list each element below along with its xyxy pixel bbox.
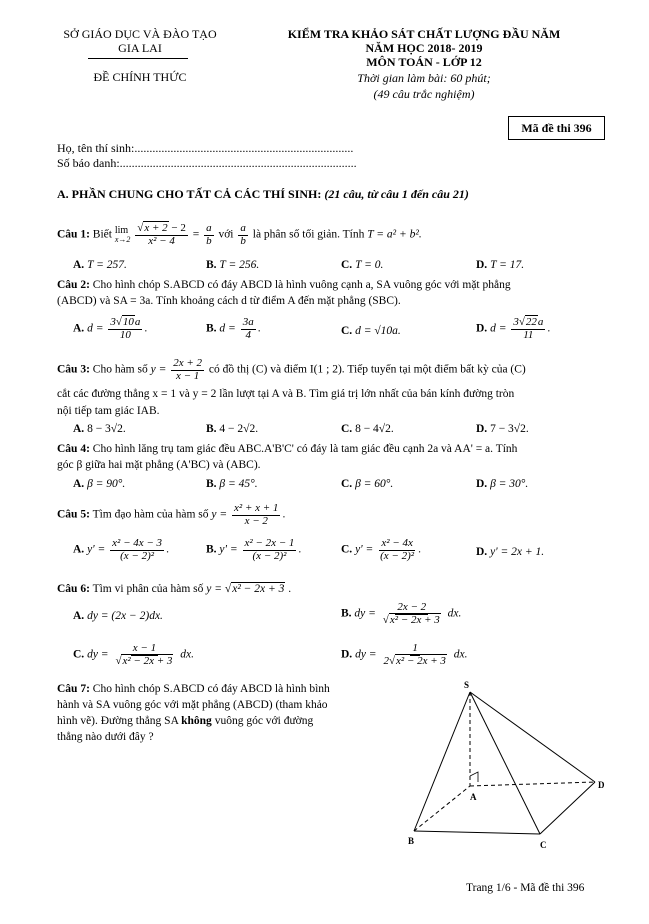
province-name: GIA LAI <box>118 41 162 55</box>
q7-line1: Cho hình chóp S.ABCD có đáy ABCD là hình bình <box>92 683 330 695</box>
q1-option-b: B. T = 256. <box>206 259 260 271</box>
q3-text-a: Cho hàm số <box>92 363 148 376</box>
student-name-field: Họ, tên thí sinh:......................................................................... <box>57 141 354 155</box>
q3-label: Câu 3: <box>57 363 90 376</box>
section-title: A. PHẦN CHUNG CHO TẤT CẢ CÁC THÍ SINH: <box>57 187 325 201</box>
q5-option-c: C. y' = $\frac{\text{x² − 4x}}{\text{(x − 2)²}}$ . <box>341 537 421 562</box>
q3-option-c: C. 8 − 4√2. <box>341 423 394 435</box>
section-note: (21 câu, từ câu 1 đến câu 21) <box>324 187 469 201</box>
school-year: NĂM HỌC 2018- 2019 <box>365 41 483 55</box>
label-B: B <box>408 836 415 846</box>
q1-option-d: D. T = 17. <box>476 259 525 271</box>
q4-label: Câu 4: <box>57 443 90 455</box>
q2-option-a: A. d = $\frac{3√10a}{10}$ . <box>73 316 148 341</box>
question-6: Câu 6: Tìm vi phân của hàm số y = √x² − 2x + 3 . <box>57 583 292 595</box>
q1-ab-fraction-2: $\frac{a}{b}$ <box>240 222 246 247</box>
q3-line2: cắt các đường thẳng x = 1 và y = 2 lần lượt tại A và B. Tìm giá trị lớn nhất của bán kính đường tròn <box>57 388 515 400</box>
q4-line1: Cho hình lăng trụ tam giác đều ABC.A'B'C' có đáy là tam giác đều cạnh 2a và AA' = a. Tính <box>92 443 518 455</box>
label-A: A <box>470 792 477 802</box>
q7-line3: hình vẽ). Đường thẳng SA <box>57 715 182 727</box>
question-2 <box>57 278 607 293</box>
label-D: D <box>598 780 605 790</box>
q5-label: Câu 5: <box>57 508 90 521</box>
q2-line1: Cho hình chóp S.ABCD có đáy ABCD là hình vuông cạnh a, SA vuông góc với mặt phẳng <box>92 279 511 291</box>
label-S: S <box>464 680 470 690</box>
q7-line2: hành và SA vuông góc với mặt phẳng (ABCD) (tham khảo <box>57 699 328 711</box>
q4-option-d: D. β = 30°. <box>476 478 529 490</box>
question-1: Câu 1: Biết lim x→2 $\frac{√x + 2 - 2}{\text{x² − 4}}$ = $\frac{a}{b}$ với $\frac{a}{b}$ là phân số tối giản. Tính T = a² + b². <box>57 222 422 247</box>
q6-text: Tìm vi phân của hàm số <box>92 583 204 595</box>
q5-option-d: D. y' = 2x + 1. <box>476 546 545 558</box>
q6-label: Câu 6: <box>57 583 90 595</box>
q7-line3b: vuông góc với đường <box>211 715 314 727</box>
q1-limit-fraction: $\frac{√x + 2 - 2}{\text{x² − 4}}$ <box>137 222 186 247</box>
right-angle-mark <box>470 772 478 782</box>
q2-option-b: B. d = $\frac{3a}{4}$ . <box>206 316 261 341</box>
edge-BC <box>414 831 540 834</box>
edge-AB <box>414 786 470 831</box>
q5-option-b: B. y' = $\frac{\text{x² − 2x − 1}}{\text{(x − 2)²}}$ . <box>206 537 302 562</box>
q5-function: $\frac{\text{x² + x + 1}}{x - 2}$ <box>234 502 279 527</box>
q7-line4: thẳng nào dưới đây ? <box>57 731 154 743</box>
q4-option-c: C. β = 60°. <box>341 478 394 490</box>
q7-bold-word: không <box>181 715 212 727</box>
q4-option-b: B. β = 45°. <box>206 478 258 490</box>
edge-CD <box>540 782 595 834</box>
edge-SC <box>470 692 540 834</box>
edge-SD <box>470 692 595 782</box>
question-3: Câu 3: Cho hàm số y = $\frac{2x + 2}{x - 1}$ có đồ thị (C) và điểm I(1 ; 2). Tiếp tuyến tại một điểm bất kỳ của (C) <box>57 357 526 382</box>
q2-option-c: C. d = √10a. <box>341 325 401 337</box>
label-C: C <box>540 840 547 850</box>
q6-option-b: B. dy = $\frac{2x - 2}{\text{√x² − 2x + 3}}$ dx. <box>341 601 462 626</box>
pyramid-figure <box>400 676 620 856</box>
question-5: Câu 5: Tìm đạo hàm của hàm số y = $\frac{\text{x² + x + 1}}{x - 2}$ . <box>57 502 286 527</box>
q5-text: Tìm đạo hàm của hàm số <box>92 508 209 521</box>
q3-option-b: B. 4 − 2√2. <box>206 423 259 435</box>
edge-AD <box>470 782 595 786</box>
question-count: (49 câu trắc nghiệm) <box>373 87 475 101</box>
q2-option-d: D. d = $\frac{3√22a}{11}$ . <box>476 316 551 341</box>
q1-text-c: là phân số tối giản. Tính <box>252 228 365 241</box>
question-7 <box>57 681 379 745</box>
q7-label: Câu 7: <box>57 683 90 695</box>
time-limit: Thời gian làm bài: 60 phút; <box>357 71 491 85</box>
q6-function: y = √x² − 2x + 3 <box>206 583 285 595</box>
q3-function: $\frac{2x + 2}{x - 1}$ <box>173 357 203 382</box>
q3-option-d: D. 7 − 3√2. <box>476 423 529 435</box>
q3-option-a: A. 8 − 3√2. <box>73 423 126 435</box>
q1-text: Biết <box>92 228 112 241</box>
q6-option-c: C. dy = $\frac{x - 1}{\text{√x² − 2x + 3}}$ dx. <box>73 642 195 667</box>
header-divider <box>88 58 188 59</box>
q6-option-a: A. dy = (2x − 2)dx. <box>73 610 163 622</box>
q5-option-a: A. y' = $\frac{\text{x² − 4x − 3}}{\text{(x − 2)²}}$ . <box>73 537 169 562</box>
q1-label: Câu 1: <box>57 228 90 241</box>
q1-ab-fraction: $\frac{a}{b}$ <box>206 222 212 247</box>
section-heading <box>57 187 469 202</box>
q2-line2: (ABCD) và SA = 3a. Tính khoảng cách d từ điểm A đến mặt phẳng (SBC). <box>57 295 401 307</box>
exam-code-box: Mã đề thi 396 <box>508 116 605 140</box>
department-name: SỞ GIÁO DỤC VÀ ĐÀO TẠO <box>63 27 217 41</box>
exam-title: KIỂM TRA KHẢO SÁT CHẤT LƯỢNG ĐẦU NĂM <box>287 27 561 41</box>
q1-option-c: C. T = 0. <box>341 259 384 271</box>
department-block <box>60 27 220 55</box>
page-footer: Trang 1/6 - Mã đề thi 396 <box>466 882 585 894</box>
official-label: ĐỀ CHÍNH THỨC <box>93 70 187 84</box>
q4-option-a: A. β = 90°. <box>73 478 126 490</box>
edge-SB <box>414 692 470 831</box>
q1-limit: lim x→2 <box>114 225 131 245</box>
q4-line2: góc β giữa hai mặt phẳng (A'BC) và (ABC). <box>57 459 261 471</box>
question-4 <box>57 442 607 457</box>
subject: MÔN TOÁN - LỚP 12 <box>366 55 482 69</box>
q1-with: với <box>218 228 234 241</box>
q1-option-a: A. T = 257. <box>73 259 127 271</box>
q3-text-b: có đồ thị (C) và điểm I(1 ; 2). Tiếp tuyến tại một điểm bất kỳ của (C) <box>208 363 526 376</box>
student-id-field: Số báo danh:............................................................................... <box>57 156 357 170</box>
q6-option-d: D. dy = $\frac{1}{\text{2√x² − 2x + 3}}$ dx. <box>341 642 468 667</box>
q2-label: Câu 2: <box>57 279 90 291</box>
q3-line3: nội tiếp tam giác IAB. <box>57 405 160 417</box>
q1-target: T = a² + b². <box>367 228 422 241</box>
